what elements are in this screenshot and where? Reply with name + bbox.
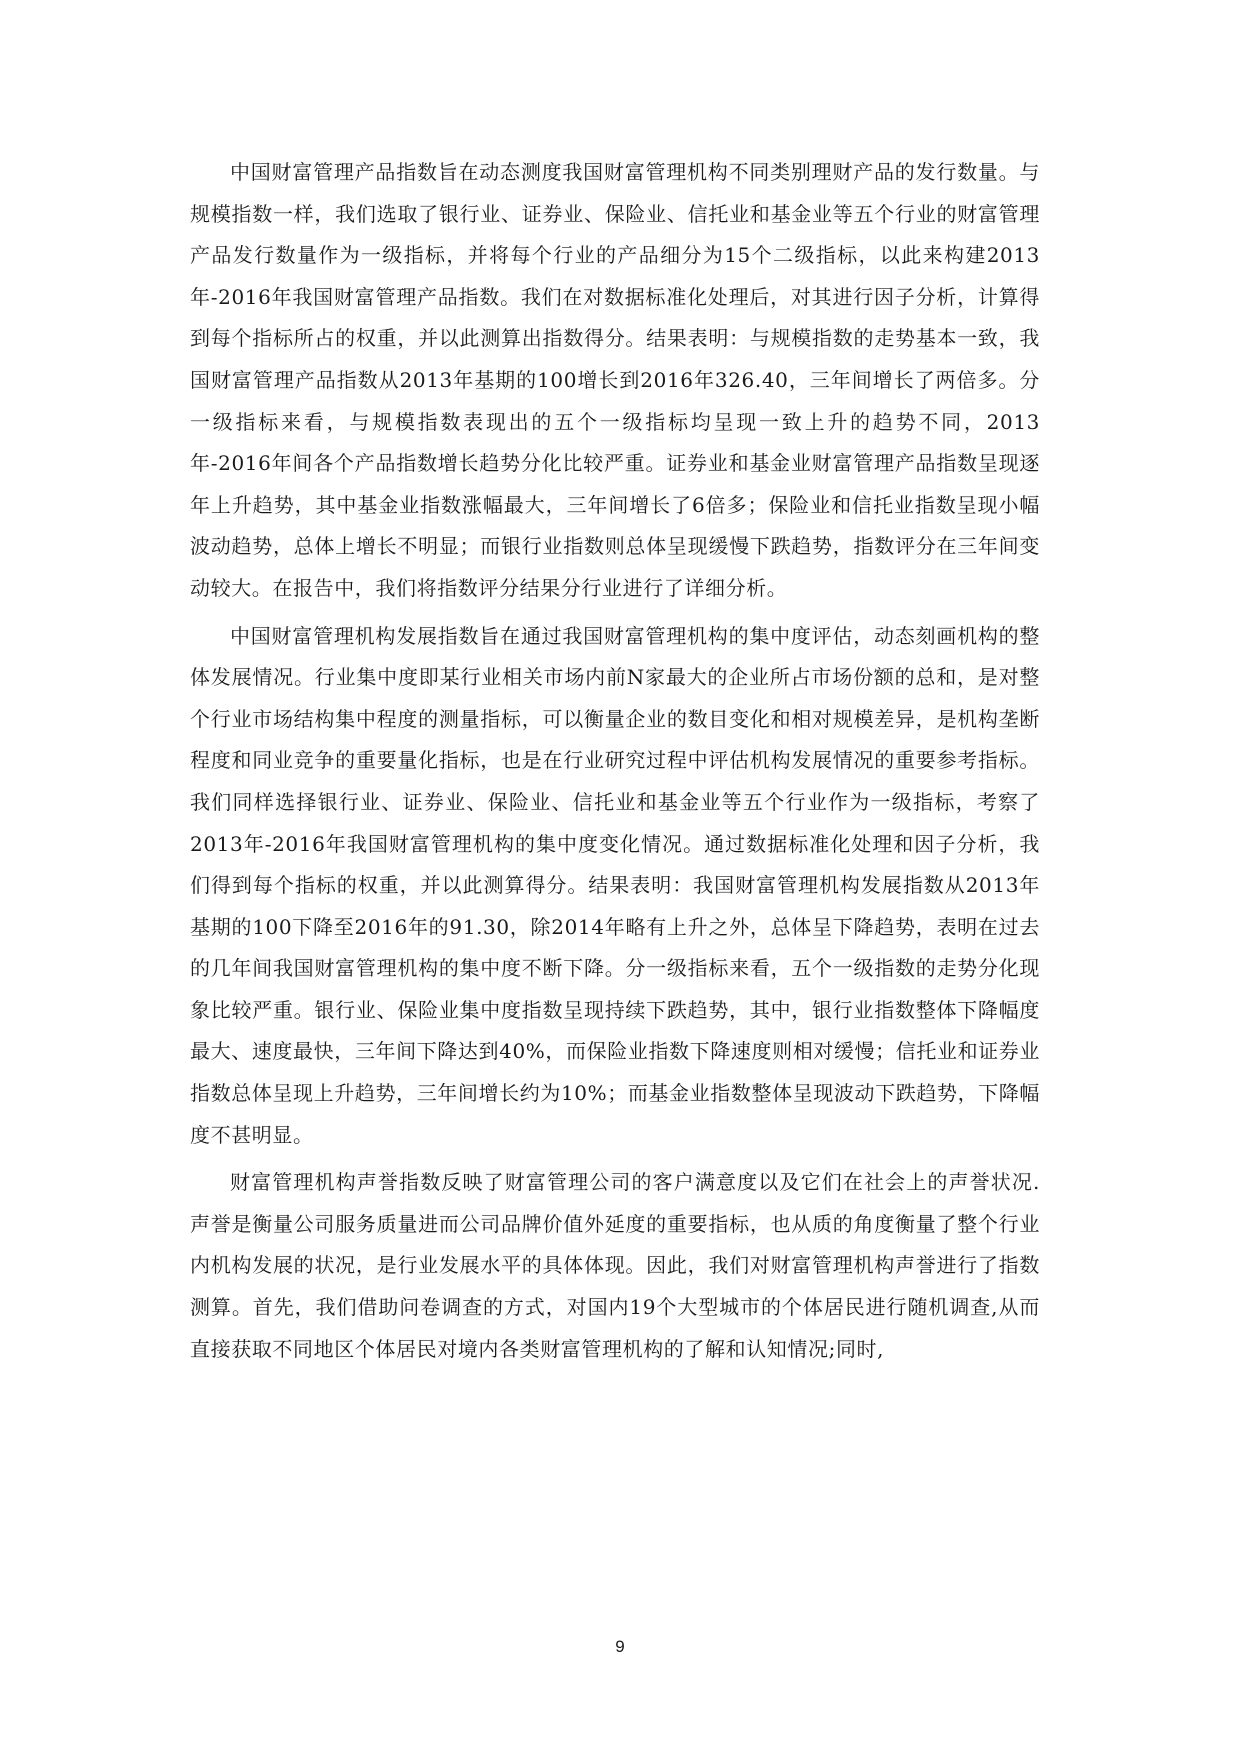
paragraph-reputation-index: 财富管理机构声誉指数反映了财富管理公司的客户满意度以及它们在社会上的声誉状况.声誉是衡量公司服务质量进而公司品牌价值外延度的重要指标，也从质的角度衡量了整个行业内机构发展的状况，是行业发展水平的具体体现。因此，我们对财富管理机构声誉进行了指数测算。首先，我们借助问卷调查的方式，对国内19个大型城市的个体居民进行随机调查,从而直接获取不同地区个体居民对境内各类财富管理机构的了解和认知情况;同时,: [190, 1170, 1040, 1361]
paragraph-product-index: 中国财富管理产品指数旨在动态测度我国财富管理机构不同类别理财产品的发行数量。与规模指数一样，我们选取了银行业、证券业、保险业、信托业和基金业等五个行业的财富管理产品发行数量作为一级指标，并将每个行业的产品细分为15个二级指标，以此来构建2013年-2016年我国财富管理产品指数。我们在对数据标准化处理后，对其进行因子分析，计算得到每个指标所占的权重，并以此测算出指数得分。结果表明：与规模指数的走势基本一致，我国财富管理产品指数从2013年基期的100增长到2016年326.40，三年间增长了两倍多。分一级指标来看，与规模指数表现出的五个一级指标均呈现一致上升的趋势不同，2013年-2016年间各个产品指数增长趋势分化比较严重。证券业和基金业财富管理产品指数呈现逐年上升趋势，其中基金业指数涨幅最大，三年间增长了6倍多；保险业和信托业指数呈现小幅波动趋势，总体上增长不明显；而银行业指数则总体呈现缓慢下跌趋势，指数评分在三年间变动较大。在报告中，我们将指数评分结果分行业进行了详细分析。: [190, 160, 1040, 600]
body-text: [190, 152, 1040, 1376]
paragraph-institution-index: 中国财富管理机构发展指数旨在通过我国财富管理机构的集中度评估，动态刻画机构的整体发展情况。行业集中度即某行业相关市场内前N家最大的企业所占市场份额的总和，是对整个行业市场结构集中程度的测量指标，可以衡量企业的数目变化和相对规模差异，是机构垄断程度和同业竞争的重要量化指标，也是在行业研究过程中评估机构发展情况的重要参考指标。我们同样选择银行业、证券业、保险业、信托业和基金业等五个行业作为一级指标，考察了2013年-2016年我国财富管理机构的集中度变化情况。通过数据标准化处理和因子分析，我们得到每个指标的权重，并以此测算得分。结果表明：我国财富管理机构发展指数从2013年基期的100下降至2016年的91.30，除2014年略有上升之外，总体呈下降趋势，表明在过去的几年间我国财富管理机构的集中度不断下降。分一级指标来看，五个一级指数的走势分化现象比较严重。银行业、保险业集中度指数呈现持续下跌趋势，其中，银行业指数整体下降幅度最大、速度最快，三年间下降达到40%，而保险业指数下降速度则相对缓慢；信托业和证券业指数总体呈现上升趋势，三年间增长约为10%；而基金业指数整体呈现波动下跌趋势，下降幅度不甚明显。: [190, 623, 1040, 1147]
page-number: 9: [615, 1637, 625, 1656]
